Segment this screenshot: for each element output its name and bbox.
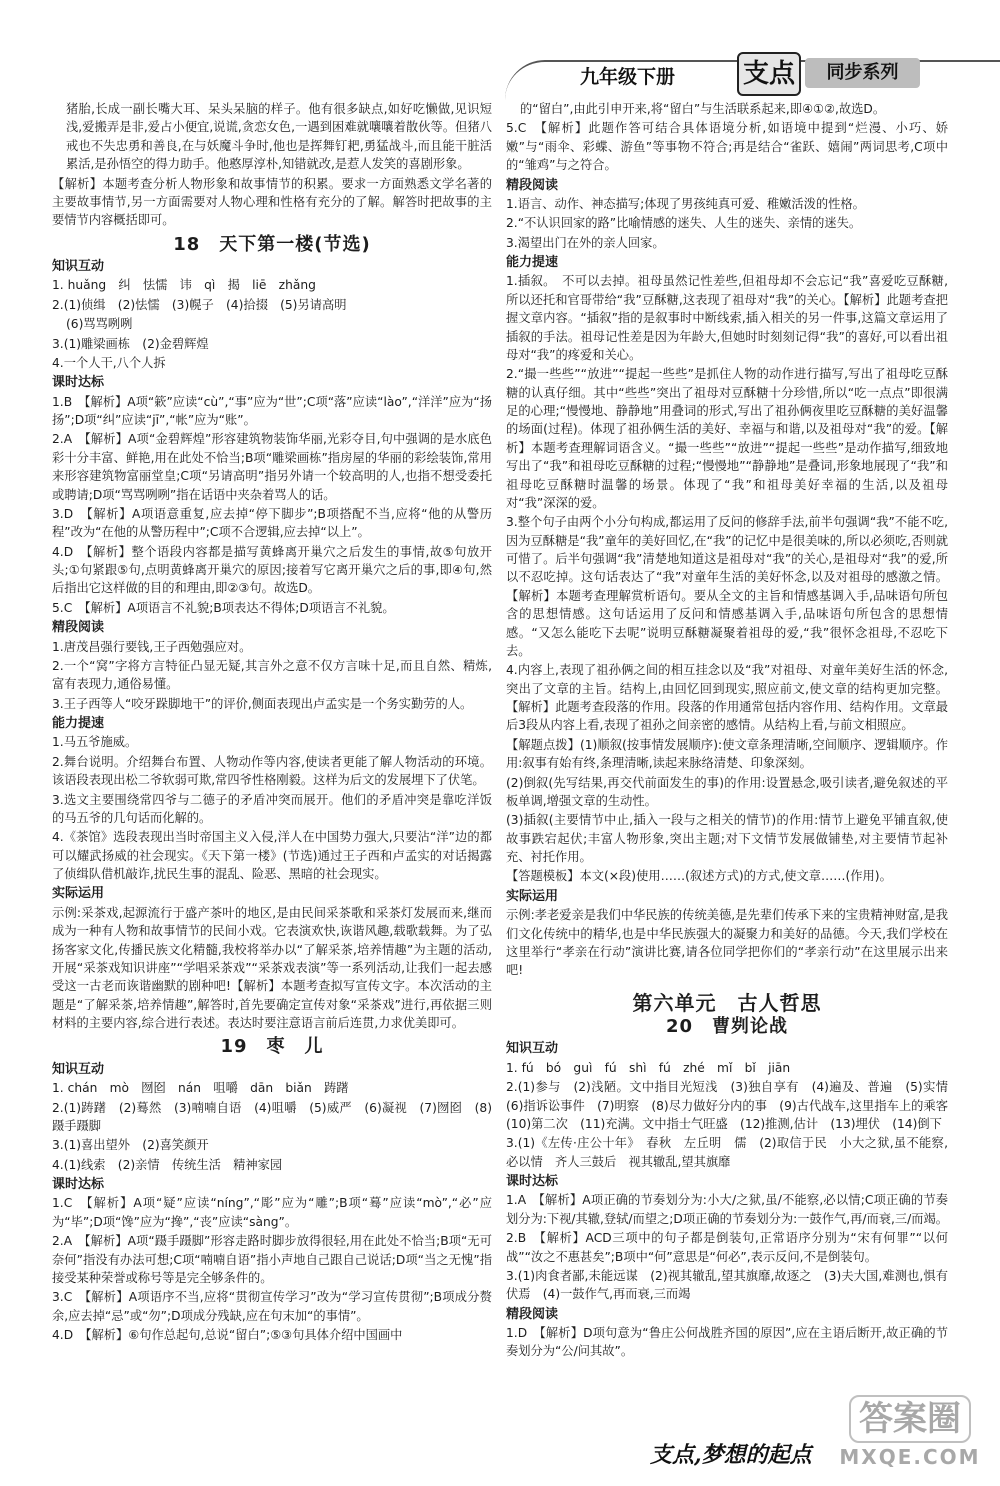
- grade-label: 九年级下册: [580, 66, 676, 88]
- section-heading: 知识互动: [506, 1041, 559, 1057]
- solution-tip: (2)倒叙(先写结果,再交代前面发生的事)的作用:设置悬念,吸引读者,避免叙述的平板单调,增强文章的生动性。: [506, 775, 948, 808]
- answer-line: 3.(1)喜出望外 (2)喜笑颜开: [52, 1138, 209, 1153]
- answer-item: 1.马五爷施威。: [52, 735, 138, 750]
- answer-item: 2.“不认识回家的路”比喻情感的迷失、人生的迷失、亲情的迷失。: [506, 216, 862, 231]
- section-heading: 精段阅读: [506, 177, 559, 193]
- answer-item: 示例:孝老爱亲是我们中华民族的传统美德,是先辈们传承下来的宝贵精神财富,是我们文化传统中的精华,也是中华民族强大的凝聚力和美好的品德。今天,我们学校在这里举行“孝亲在行动”演讲比赛,请各位同学把你们的“孝亲行动”在这里展示出来吧!: [506, 908, 948, 978]
- answer-item: 1.C 【解析】A项“疑”应读“níng”,“彫”应为“雕”;B项“蓦”应读“mò”,“必”应为“毕”;D项“馋”应为“搀”,“丧”应读“sàng”。: [52, 1196, 492, 1229]
- answer-item: 1.插叙。 不可以去掉。祖母虽然记性差些,但祖母却不会忘记“我”喜爱吃豆酥糖,所以还托和官哥带给“我”豆酥糖,这表现了祖母对“我”的关心。【解析】此题考查把握文章内容。“插叙”指的是叙事时中断线索,插入相关的另一件事,这篇文章运用了插叙的手法。祖母记性差是因为年龄大,但她时时刻刻记得“我”的喜好,可以看出祖母对“我”的疼爱和关心。: [506, 274, 948, 362]
- right-column: [506, 100, 961, 1362]
- answer-item: 4.内容上,表现了祖孙俩之间的相互挂念以及“我”对祖母、对童年美好生活的怀念,突出了文章的主旨。结构上,由回忆回到现实,照应前文,使文章的结构更加完整。【解析】此题考查段落的作用。段落的作用通常包括内容作用、结构作用。文章最后3段从内容上看,表现了祖孙之间亲密的感情。从结构上看,与前文相照应。: [506, 663, 948, 733]
- lesson-18-title: 18 天下第一楼(节选): [173, 233, 371, 255]
- answer-item: 2.A 【解析】A项“蹑手蹑脚”形容走路时脚步放得很轻,用在此处不恰当;B项“无可奈何”指没有办法可想;C项“喃喃自语”指小声地自己跟自己说话;D项“当之无愧”指接受某种荣誉或称号等是完全够条件的。: [52, 1234, 492, 1285]
- solution-tip: 【解题点拨】(1)顺叙(按事情发展顺序):使文章条理清晰,空间顺序、逻辑顺序。作用:叙事有始有终,条理清晰,读起来脉络清楚、印象深刻。: [506, 737, 948, 771]
- watermark-url: MXQE.COM: [839, 1445, 981, 1469]
- answer-item: 1.A 【解析】A项正确的节奏划分为:小大/之狱,虽/不能察,必以情;C项正确的节奏划分为:下视/其辙,登轼/而望之;D项正确的节奏划分为:一鼓作气,再/而衰,三/而竭。: [506, 1193, 949, 1226]
- page-header: [0, 0, 1000, 110]
- answer-item: 2.一个“窝”字将方言特征凸显无疑,其言外之意不仅方言味十足,而且自然、精炼,富有表现力,通俗易懂。: [52, 658, 492, 692]
- answer-item: 2.B 【解析】ACD三项中的句子都是倒装句,正常语序分别为“宋有何罪”“以何战”“汝之不惠甚矣”;B项中“何”意思是“何必”,表示反问,不是倒装句。: [506, 1231, 948, 1264]
- left-column: [52, 100, 492, 1345]
- lesson-19-title: 19 枣 儿: [220, 1036, 324, 1058]
- answer-item: 的“留白”,由此引申开来,将“留白”与生活联系起来,即④①②,故选D。: [520, 102, 886, 116]
- watermark-logo: [830, 1395, 990, 1480]
- answer-line: 4.(1)线索 (2)亲情 传统生活 精神家园: [52, 1157, 283, 1172]
- answer-item: 1.B 【解析】A项“簌”应读“cù”,“事”应为“世”;C项“落”应读“lào”,“洋洋”应为“扬扬”;D项“纠”应读“jī”,“帐”应为“账”。: [52, 394, 492, 427]
- section-heading: 能力提速: [506, 255, 559, 270]
- answer-line: 2.(1)参与 (2)浅陋。文中指目光短浅 (3)独自享有 (4)遍及、普遍 (5)实情 (6)指诉讼事件 (7)明察 (8)尽力做好分内的事 (9)古代战车,这里指车上的乘客 (10)第二次 (11)充满。文中指士气旺盛 (12)推测,估计 (13)埋伏 (14)倒下: [506, 1080, 961, 1131]
- answer-item: 1.语言、动作、神态描写;体现了男孩纯真可爱、稚嫩活泼的性格。: [506, 196, 865, 211]
- answer-line: 1. chán mò 囫囵 nán 咀嚼 dān biǎn 踌躇: [52, 1081, 349, 1096]
- solution-tip: (3)插叙(主要情节中止,插入一段与之相关的情节)的作用:情节上避免平铺直叙,使故事跌宕起伏;丰富人物形象,突出主题;对下文情节发展做铺垫,对主要情节起补充、衬托作用。: [506, 813, 948, 864]
- section-heading: 实际运用: [52, 886, 105, 902]
- section-heading: 知识互动: [52, 1061, 105, 1077]
- answer-item: 示例:采茶戏,起源流行于盛产茶叶的地区,是由民间采茶歌和采茶灯发展而来,继而成为一种有人物和故事情节的民间小戏。它表演欢快,诙谐风趣,载歌载舞。为了弘扬客家文化,传播民族文化精髓,我校将举办以“了解采茶,培养情趣”为主题的活动,开展“采茶戏知识讲座”“学唱采茶戏”“采茶戏表演”等一系列活动,让我们一起去感受这一古老而诙谐幽默的剧种吧!【解析】本题考查拟写宣传文字。本次活动的主题是“了解采茶,培养情趣”,解答时,首先要确定宣传对象“采茶戏”进行,再依据三则材料的主要内容,综合进行表述。表达时要注意语言前后连贯,力求优美即可。: [52, 905, 492, 1030]
- answer-item: 2.A 【解析】A项“金碧辉煌”形容建筑物装饰华丽,光彩夺目,句中强调的是水底色彩十分丰富、鲜艳,用在此处不恰当;B项“雕梁画栋”指房屋的华丽的彩绘装饰,常用来形容建筑物富丽堂皇;C项“另请高明”指另外请一个较高明的人,也指不想受委托或聘请;D项“骂骂咧咧”指在话语中夹杂着骂人的话。: [52, 432, 492, 502]
- answer-line: 3.(1)雕梁画栋 (2)金碧辉煌: [52, 336, 209, 351]
- intro-paragraph: 猪胎,长成一副长嘴大耳、呆头呆脑的样子。他有很多缺点,如好吃懒做,见识短浅,爱搬弄是非,爱占小便宜,说谎,贪恋女色,一遇到困难就嚷嚷着散伙等。但猪八戒也不失忠勇和善良,在与妖魔斗争时,他也是挥舞钉耙,勇猛战斗,而且能干脏活累活,是孙悟空的得力助手。他憨厚淳朴,知错就改,是惹人发笑的喜剧形象。: [66, 102, 492, 172]
- answer-item: 4.《茶馆》选段表现出当时帝国主义入侵,洋人在中国势力强大,只要沾“洋”边的都可以耀武扬威的社会现实。《天下第一楼》(节选)通过王子西和卢孟实的对话揭露了侦缉队借机敲诈,扰民生事的混乱、险恶、黑暗的社会现实。: [52, 830, 492, 881]
- answer-line: (6)骂骂咧咧: [66, 317, 133, 332]
- answer-item: 4.D 【解析】⑥句作总起句,总说“留白”;⑤③句具体介绍中国画中: [52, 1328, 403, 1342]
- answer-item: 3.(1)肉食者鄙,未能远谋 (2)视其辙乱,望其旗靡,故逐之 (3)夫大国,难测也,惧有伏焉 (4)一鼓作气,再而衰,三而竭: [506, 1268, 948, 1302]
- section-heading: 精段阅读: [52, 620, 105, 636]
- answer-line: 1. fú bó guì fú shì fú zhé mǐ bǐ jiān: [506, 1060, 791, 1075]
- intro-analysis: 【解析】本题考查分析人物形象和故事情节的积累。要求一方面熟悉文学名著的主要故事情节,另一方面需要对人物心理和性格有充分的了解。解答时把故事的主要情节内容概括即可。: [52, 176, 492, 228]
- answer-line: 2.(1)踌躇 (2)蓦然 (3)喃喃自语 (4)咀嚼 (5)威严 (6)凝视 (7)囫囵 (8)蹑手蹑脚: [52, 1100, 492, 1133]
- answer-item: 3.选文主要围绕常四爷与二德子的矛盾冲突而展开。他们的矛盾冲突是靠吃洋饭的马五爷的几句话而化解的。: [52, 792, 492, 825]
- answer-item: 2.舞台说明。介绍舞台布置、人物动作等内容,使读者更能了解人物活动的环境。该语段表现出松二爷软弱可欺,常四爷性格刚毅。这样为后文的发展埋下了伏笔。: [52, 754, 492, 788]
- brand-logo: 支点: [737, 52, 801, 96]
- section-heading: 课时达标: [52, 375, 105, 391]
- footer-slogan: 支点,梦想的起点: [650, 1442, 812, 1468]
- answer-line: 3.(1)《左传·庄公十年》 春秋 左丘明 儒 (2)取信于民 小大之狱,虽不能察,必以情 齐人三鼓后 视其辙乱,望其旗靡: [506, 1136, 948, 1169]
- answer-item: 4.D 【解析】整个语段内容都是描写黄蜂离开巢穴之后发生的事情,故⑤句放开头;①句紧跟⑤句,点明黄蜂离开巢穴的原因;接着写它离开巢穴之后的事,即④句,然后指出它这样做的目的和理由,即②③句。故选D。: [52, 544, 492, 596]
- unit-title: 第六单元 古人哲思: [632, 990, 822, 1015]
- answer-item: 3.D 【解析】A项语意重复,应去掉“停下脚步”;B项搭配不当,应将“他的从警历程”改为“在他的从警历程中”;C项不合逻辑,应去掉“以上”。: [52, 506, 492, 540]
- answer-item: 1.唐茂昌强行要钱,王子西勉强应对。: [52, 639, 252, 654]
- answer-item: 2.“撮一些些”“放进”“提起一些些”是抓住人物的动作进行描写,写出了祖母吃豆酥糖的认真仔细。其中“些些”突出了祖母对豆酥糖十分珍惜,所以“吃一点点”即很满足的心理;“慢慢地、静静地”用叠词的形式,写出了祖孙俩夜里吃豆酥糖的美好温馨的场面(过程)。体现了祖孙俩生活的美好、幸福与和谐,以及祖母对“我”的爱。【解析】本题考查理解词语含义。“撮一些些”“放进”“提起一些些”是动作描写,细致地写出了“我”和祖母吃豆酥糖的过程;“慢慢地”“静静地”是叠词,形象地展现了“我”和祖母吃豆酥糖时温馨的场景。体现了“我”和祖母美好幸福的生活,以及祖母对“我”深深的爱。: [506, 367, 948, 510]
- section-heading: 精段阅读: [506, 1306, 559, 1322]
- answer-template: 【答题模板】本文(×段)使用……(叙述方式)的方式,使文章……(作用)。: [506, 869, 892, 884]
- section-heading: 课时达标: [52, 1177, 105, 1192]
- series-badge: 同步系列: [805, 58, 920, 88]
- answer-item: 3.整个句子由两个小分句构成,都运用了反问的修辞手法,前半句强调“我”不能不吃,因为豆酥糖是“我”童年的美好回忆,在“我”的记忆中是很美味的,所以必须吃,否则就可惜了。后半句强调“我”清楚地知道这是祖母对“我”的关心,是祖母对“我”的爱,所以不忍吃掉。这句话表达了“我”对童年生活的美好怀念,以及对祖母的感激之情。【解析】本题考查理解赏析语句。要从全文的主旨和情感基调入手,品味语句所包含的思想情感。这句话运用了反问和情感基调入手,品味语句所包含的思想情感。“又怎么能吃下去呢”说明豆酥糖凝聚着祖母的爱,“我”很怀念祖母,不忍吃下去。: [506, 515, 948, 658]
- lesson-20-title: 20 曹刿论战: [665, 1016, 789, 1037]
- section-heading: 知识互动: [52, 259, 105, 274]
- answer-line: 4.一个人干,八个人拆: [52, 355, 166, 370]
- answer-item: 3.渴望出门在外的亲人回家。: [506, 235, 665, 250]
- section-heading: 课时达标: [506, 1174, 559, 1189]
- answer-item: 3.C 【解析】A项语序不当,应将“贯彻宣传学习”改为“学习宣传贯彻”;B项成分赘余,应去掉“忌”或“勿”;D项成分残缺,应在句末加“的事情”。: [52, 1290, 492, 1323]
- answer-line: 1. huǎng 纠 怯懦 讳 qì 揭 liē zhǎng: [52, 278, 316, 293]
- watermark-main: 答案圈: [849, 1395, 971, 1443]
- section-heading: 能力提速: [52, 716, 105, 731]
- section-heading: 实际运用: [506, 888, 559, 904]
- answer-item: 5.C 【解析】A项语言不礼貌;B项表达不得体;D项语言不礼貌。: [52, 600, 395, 615]
- answer-item: 1.D 【解析】D项句意为“鲁庄公何战胜齐国的原因”,应在主语后断开,故正确的节奏划分为“公/问其故”。: [506, 1326, 948, 1359]
- answer-item: 3.王子西等人“咬牙跺脚地干”的评价,侧面表现出卢孟实是一个务实勤劳的人。: [52, 696, 473, 711]
- answer-item: 5.C 【解析】此题作答可结合具体语境分析,如语境中提到“烂漫、小巧、娇嫩”与“雨伞、彩蝶、游鱼”等事物不符合;再是结合“雀跃、嬉闹”两词思考,C项中的“雏鸡”与之符合。: [506, 121, 948, 173]
- answer-line: 2.(1)侦缉 (2)怯懦 (3)幌子 (4)拾掇 (5)另请高明: [52, 297, 347, 312]
